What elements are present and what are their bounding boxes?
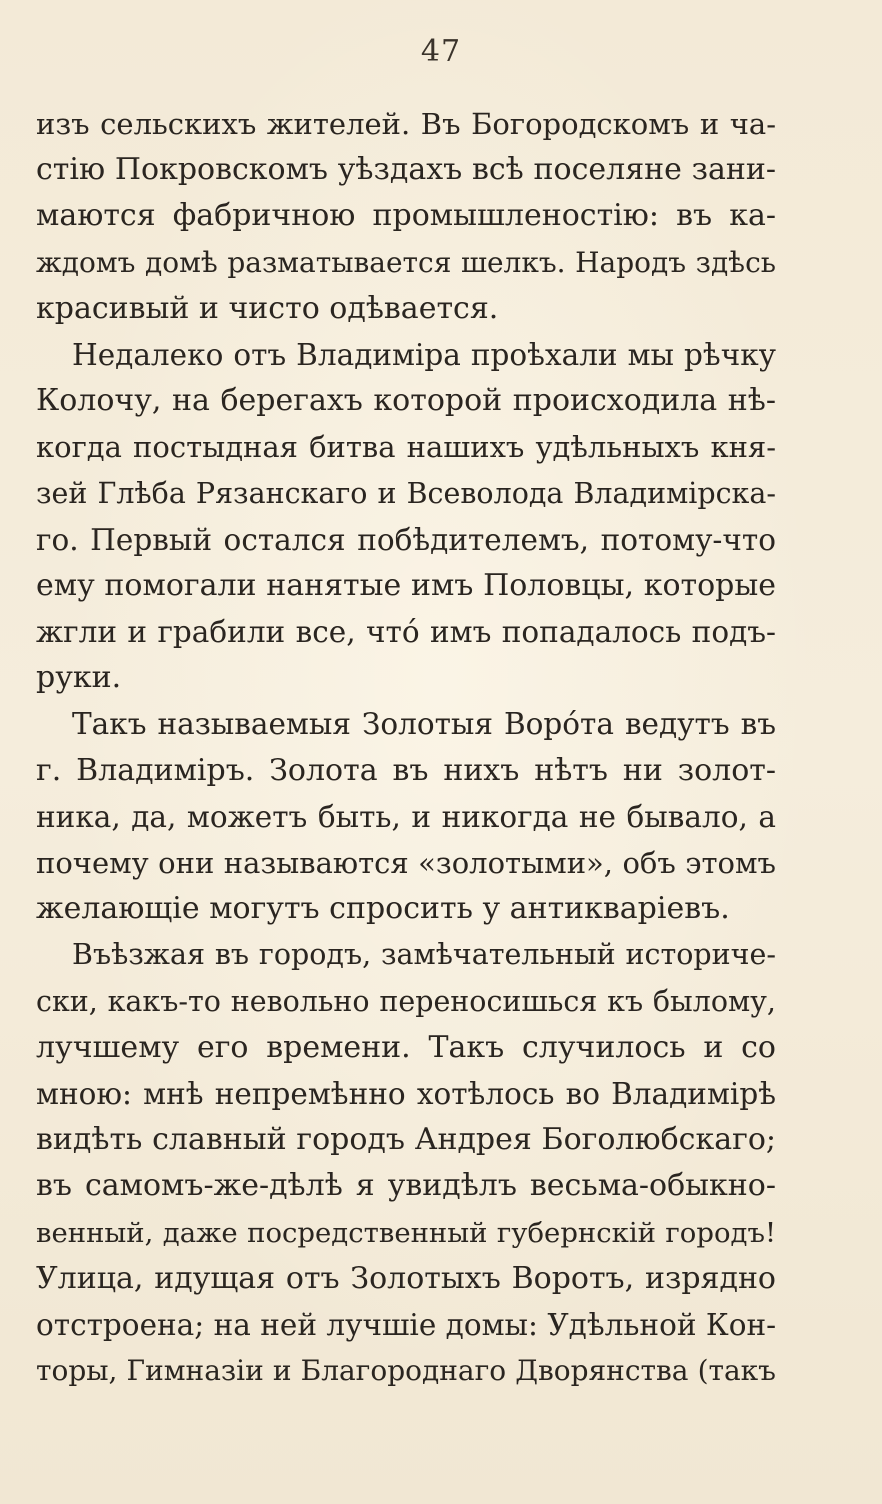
text-line: ждомъ домѣ разматывается шелкъ. Народъ здѣсь <box>36 245 776 279</box>
paragraph-4 <box>36 932 776 1394</box>
body-text <box>36 101 776 1394</box>
paragraph-2 <box>36 332 776 702</box>
text-line: отстроена; на ней лучшіе домы: Удѣльной Кон- <box>36 1307 776 1342</box>
text-line: ему помогали нанятые имъ Половцы, которые <box>36 567 776 603</box>
text-line: Въѣзжая въ городъ, замѣчательный историче- <box>72 938 776 972</box>
text-line: жгли и грабили все, чтó имъ попадалось подъ- <box>36 615 776 650</box>
text-line: маются фабричною промышленостію: въ ка- <box>36 198 776 234</box>
page-number: 47 <box>420 34 462 69</box>
text-line: стію Покровскомъ уѣздахъ всѣ поселяне зани- <box>36 152 776 188</box>
text-line: ски, какъ-то невольно переносишься къ былому, <box>36 984 776 1018</box>
text-line: лучшему его времени. Такъ случилось и со <box>36 1029 776 1065</box>
text-line: изъ сельскихъ жителей. Въ Богородскомъ и ча- <box>36 107 776 141</box>
text-line: Колочу, на берегахъ которой происходила нѣ- <box>36 383 776 419</box>
text-line: въ самомъ-же-дѣлѣ я увидѣлъ весьма-обыкно- <box>36 1168 776 1204</box>
text-line: венный, даже посредственный губернскій городъ! <box>36 1216 776 1249</box>
text-line: го. Первый остался побѣдителемъ, потому-что <box>36 522 776 557</box>
text-line: зей Глѣба Рязанскаго и Всеволода Владимірска- <box>36 476 776 510</box>
text-line: почему они называются «золотыми», объ этомъ <box>36 846 776 880</box>
text-line: ника, да, можетъ быть, и никогда не бывало, а <box>36 799 776 834</box>
text-line: желающіе могутъ спросить у антикваріевъ. <box>36 891 730 927</box>
text-line: Недалеко отъ Владиміра проѣхали мы рѣчку <box>72 337 776 372</box>
text-line: торы, Гимназіи и Благороднаго Дворянства (такъ <box>36 1354 776 1388</box>
text-line: красивый и чисто одѣвается. <box>36 290 499 326</box>
text-line: мною: мнѣ непремѣнно хотѣлось во Владимірѣ <box>36 1076 776 1111</box>
text-line: руки. <box>36 660 122 696</box>
text-line: г. Владиміръ. Золота въ нихъ нѣтъ ни золот- <box>36 752 776 788</box>
text-line: видѣть славный городъ Андрея Боголюбскаго; <box>36 1122 776 1158</box>
text-line: Такъ называемыя Золотыя Ворóта ведутъ въ <box>72 707 776 742</box>
text-line: когда постыдная битва нашихъ удѣльныхъ кня- <box>36 430 776 465</box>
paragraph-1 <box>36 101 776 332</box>
paragraph-3 <box>36 701 776 932</box>
text-line: Улица, идущая отъ Золотыхъ Воротъ, изрядно <box>36 1260 776 1296</box>
